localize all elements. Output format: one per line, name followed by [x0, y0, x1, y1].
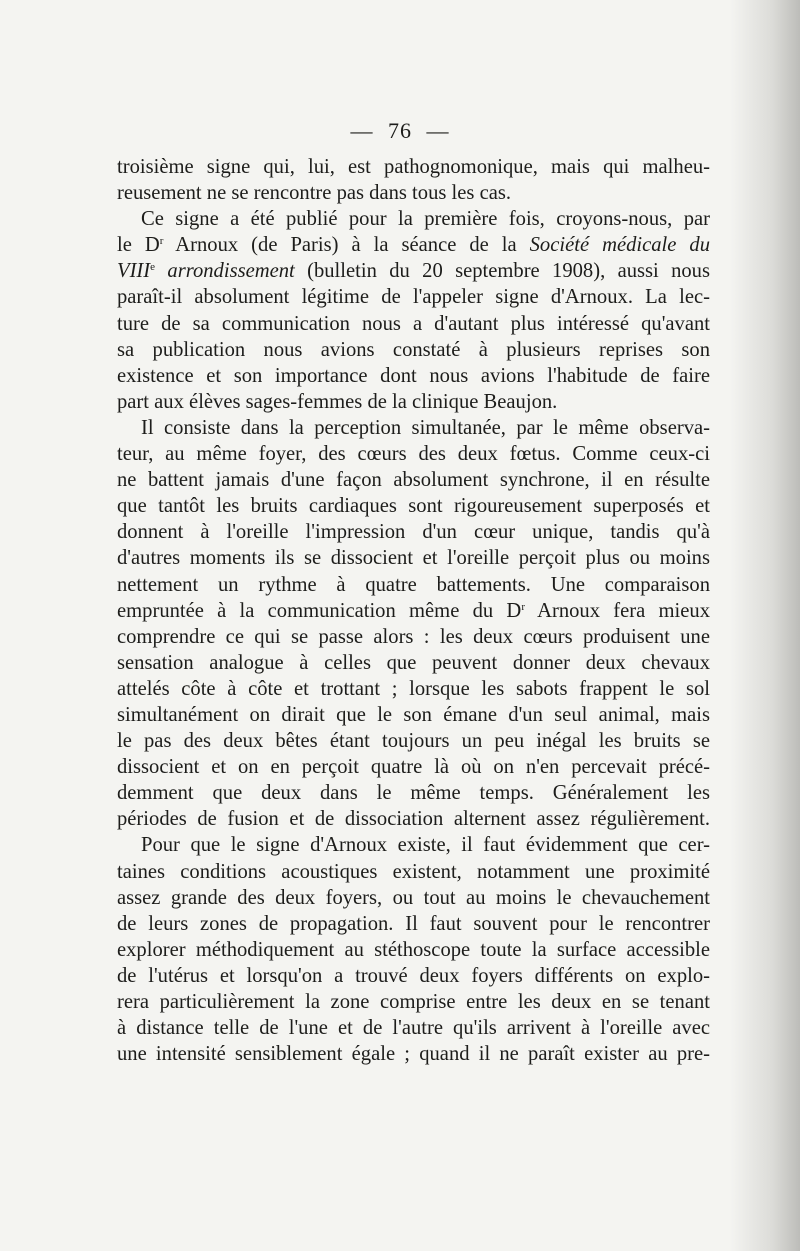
text-line: nettement un rythme à quatre battements. Une comparaison — [117, 573, 710, 596]
text-line: teur, au même foyer, des cœurs des deux fœtus. Comme ceux-ci — [117, 443, 710, 466]
text-line: comprendre ce qui se passe alors : les deux cœurs produisent une — [117, 625, 710, 648]
text-line: demment que deux dans le même temps. Généralement les — [117, 782, 710, 805]
text-line: attelés côte à côte et trottant ; lorsque les sabots frappent le sol — [117, 677, 710, 700]
text-line: une intensité sensiblement égale ; quand il ne paraît exister au pre- — [117, 1043, 710, 1066]
text-line: explorer méthodiquement au stéthoscope toute la surface accessible — [117, 938, 710, 961]
text-line: part aux élèves sages-femmes de la clinique Beaujon. — [117, 390, 558, 413]
page-number: 76 — [388, 118, 412, 143]
text-line: sa publication nous avions constaté à plusieurs reprises son — [117, 338, 710, 361]
text-line: rera particulièrement la zone comprise entre les deux en se tenant — [117, 991, 710, 1013]
text-line: d'autres moments ils se dissocient et l'oreille perçoit plus ou moins — [117, 547, 710, 570]
text-line: VIIIe arrondissement (bulletin du 20 septembre 1908), aussi nous — [117, 260, 710, 283]
italic-text: Société médicale du — [529, 234, 710, 257]
superscript: r — [521, 600, 525, 613]
text-line: Ce signe a été publié pour la première fois, croyons-nous, par — [141, 208, 710, 231]
body-text — [117, 154, 710, 1067]
italic-text: arrondissement — [167, 260, 295, 283]
text-line: donnent à l'oreille l'impression d'un cœur unique, tandis qu'à — [117, 521, 710, 544]
page-number-dash-right: — — [426, 118, 450, 143]
superscript: r — [159, 235, 164, 248]
page-edge-shadow — [730, 0, 800, 1251]
text-line: empruntée à la communication même du $D^r$ Arnoux fera mieux — [117, 599, 710, 622]
text-line: reusement ne se rencontre pas dans tous les cas. — [117, 182, 512, 205]
text-line: dissocient et on en perçoit quatre là où on n'en percevait précé- — [117, 756, 710, 779]
text-line: troisième signe qui, lui, est pathognomonique, mais qui malheu- — [117, 156, 710, 178]
text-line: sensation analogue à celles que peuvent donner deux chevaux — [117, 651, 710, 674]
page-number-dash-left: — — [350, 118, 374, 143]
italic-text: VIII — [117, 260, 151, 283]
page-number-header — [0, 118, 800, 144]
text-line: à distance telle de l'une et de l'autre qu'ils arrivent à l'oreille avec — [117, 1017, 710, 1040]
text-line: que tantôt les bruits cardiaques sont rigoureusement superposés et — [117, 495, 710, 518]
text-line: assez grande des deux foyers, ou tout au moins le chevauchement — [117, 886, 710, 909]
text-line: simultanément on dirait que le son émane d'un seul animal, mais — [117, 703, 710, 726]
text-line: ture de sa communication nous a d'autant plus intéressé qu'avant — [117, 312, 710, 335]
text-line: le pas des deux bêtes étant toujours un peu inégal les bruits se — [117, 730, 710, 753]
superscript: e — [150, 261, 156, 274]
text-line: de leurs zones de propagation. Il faut souvent pour le rencontrer — [117, 912, 710, 935]
text-line: le $D^r$ Arnoux (de Paris) à la séance de la Société médicale du — [117, 234, 710, 257]
text-line: de l'utérus et lorsqu'on a trouvé deux foyers différents on explo- — [117, 964, 710, 987]
text-line: périodes de fusion et de dissociation alternent assez régulièrement. — [117, 808, 710, 831]
text-line: ne battent jamais d'une façon absolument synchrone, il en résulte — [117, 469, 710, 492]
text-line: Il consiste dans la perception simultanée, par le même observa- — [141, 416, 710, 439]
text-line: existence et son importance dont nous avions l'habitude de faire — [117, 364, 710, 387]
text-line: Pour que le signe d'Arnoux existe, il faut évidemment que cer- — [141, 834, 710, 857]
text-line: taines conditions acoustiques existent, notamment une proximité — [117, 860, 710, 883]
text-line: paraît-il absolument légitime de l'appeler signe d'Arnoux. La lec- — [117, 286, 710, 309]
